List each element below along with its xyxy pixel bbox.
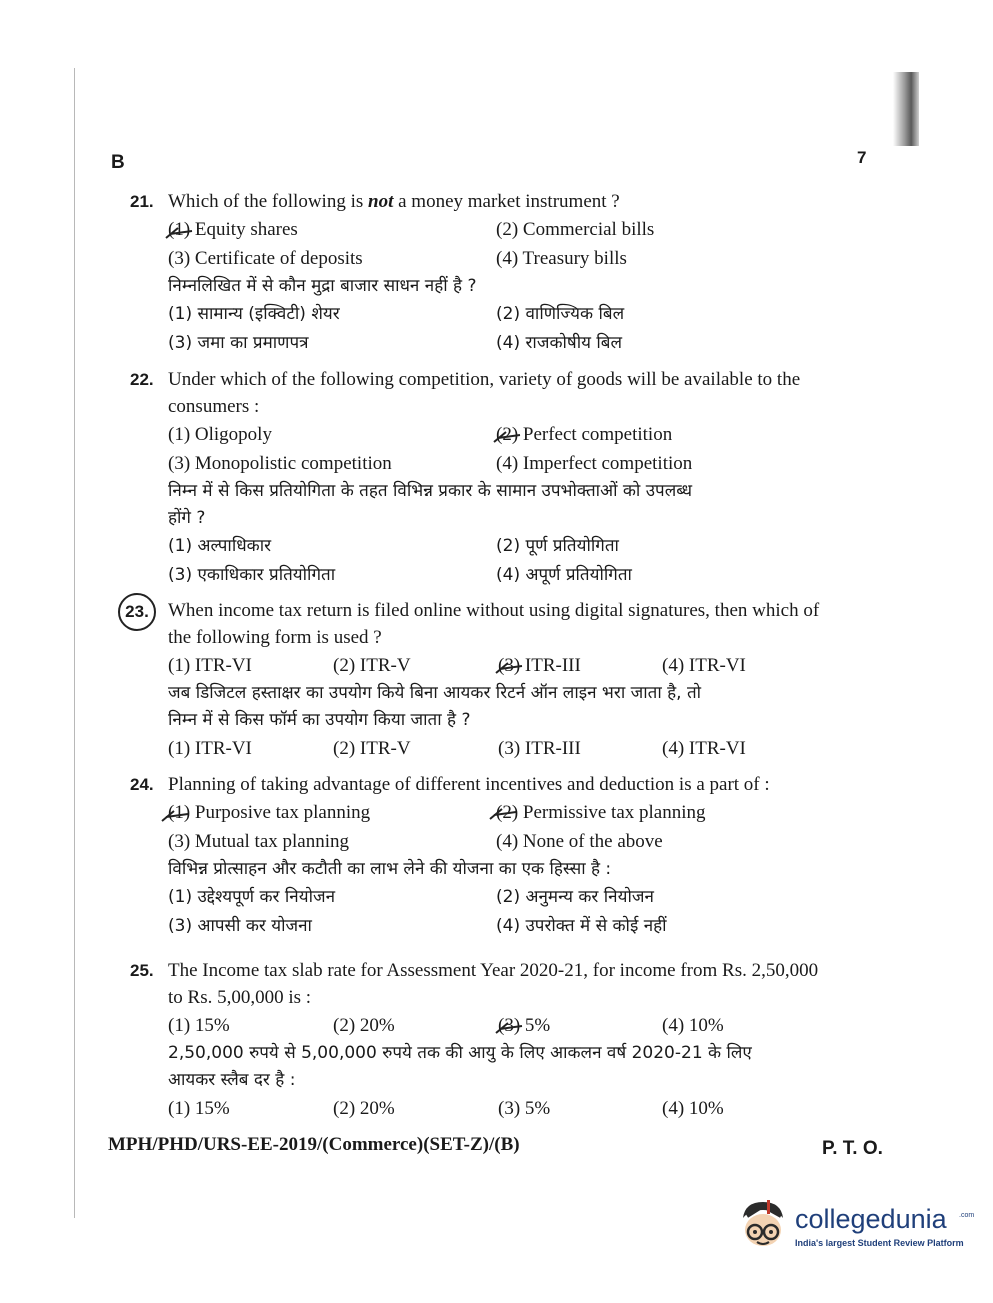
option-en-1: (1) ITR-VI	[168, 655, 252, 676]
option-en-1: (1) Purposive tax planning	[168, 802, 371, 823]
question-number-circled: 23.	[118, 593, 156, 631]
option-en-2: (2) Permissive tax planning	[496, 802, 706, 823]
option-hi-3: (3) एकाधिकार प्रतियोगिता	[168, 565, 336, 585]
option-en-2: (2) Perfect competition	[496, 424, 673, 445]
option-hi-4: (4) अपूर्ण प्रतियोगिता	[496, 565, 632, 585]
option-hi-1: (1) सामान्य (इक्विटी) शेयर	[168, 304, 340, 324]
option-hi-4: (4) राजकोषीय बिल	[496, 333, 623, 353]
option-en-3: (3) Certificate of deposits	[168, 248, 363, 269]
emphasis-not: not	[368, 191, 394, 212]
option-en-4: (4) Treasury bills	[496, 248, 627, 269]
question-number: 21.	[130, 192, 154, 211]
option-hi-2: (2) ITR-V	[333, 738, 411, 759]
option-en-1: (1) 15%	[168, 1015, 230, 1036]
question-text-hi: निम्नलिखित में से कौन मुद्रा बाजार साधन नहीं है ?	[168, 276, 477, 296]
question-23	[100, 597, 880, 763]
question-text-en-line-1: The Income tax slab rate for Assessment Year 2020-21, for income from Rs. 2,50,000	[168, 960, 819, 981]
option-hi-2: (2) 20%	[333, 1098, 395, 1119]
question-text-hi-line-1: निम्न में से किस प्रतियोगिता के तहत विभिन्न प्रकार के सामान उपभोक्ताओं को उपलब्ध	[168, 481, 693, 501]
brand-suffix: .com	[959, 1212, 975, 1219]
option-en-2: (2) ITR-V	[333, 655, 411, 676]
question-text-hi-line-2: होंगे ?	[168, 508, 206, 528]
pto-label: P. T. O.	[822, 1138, 883, 1159]
mascot-icon	[737, 1196, 789, 1254]
question-text-en-line-2: consumers :	[168, 396, 260, 417]
question-text-en-line-1: When income tax return is filed online without using digital signatures, then which of	[168, 600, 820, 621]
question-text-en-line-2: to Rs. 5,00,000 is :	[168, 987, 312, 1008]
option-en-4: (4) ITR-VI	[662, 655, 746, 676]
option-en-3: (3) Mutual tax planning	[168, 831, 349, 852]
option-hi-2: (2) वाणिज्यिक बिल	[496, 304, 625, 324]
option-hi-3: (3) आपसी कर योजना	[168, 916, 312, 936]
set-label: B	[111, 152, 125, 173]
question-text-en-line-1: Under which of the following competition, variety of goods will be available to the	[168, 369, 801, 390]
question-24	[100, 771, 880, 941]
option-hi-3: (3) ITR-III	[498, 738, 581, 759]
option-hi-3: (3) जमा का प्रमाणपत्र	[168, 333, 309, 353]
option-hi-1: (1) ITR-VI	[168, 738, 252, 759]
brand-tagline: India's largest Student Review Platform	[795, 1238, 964, 1248]
option-hi-4: (4) 10%	[662, 1098, 724, 1119]
question-text-en: Planning of taking advantage of different incentives and deduction is a part of :	[168, 774, 770, 795]
option-en-3: (3) Monopolistic competition	[168, 453, 392, 474]
scan-corner-mark	[893, 72, 919, 146]
question-text-hi: विभिन्न प्रोत्साहन और कटौती का लाभ लेने की योजना का एक हिस्सा है :	[168, 859, 612, 879]
option-en-3: (3) ITR-III	[498, 655, 581, 676]
option-en-4: (4) Imperfect competition	[496, 453, 693, 474]
option-en-1: (1) Oligopoly	[168, 424, 272, 445]
question-number: 24.	[130, 775, 154, 794]
option-en-1: (1) Equity shares	[168, 219, 298, 240]
option-hi-1: (1) उद्देश्यपूर्ण कर नियोजन	[168, 887, 336, 907]
collegedunia-watermark	[737, 1196, 975, 1260]
question-number: 22.	[130, 370, 154, 389]
question-text-hi-line-2: निम्न में से किस फॉर्म का उपयोग किया जाता है ?	[168, 710, 471, 730]
page-number: 7	[857, 148, 867, 167]
option-hi-1: (1) 15%	[168, 1098, 230, 1119]
question-number: 25.	[130, 961, 154, 980]
question-21	[100, 188, 880, 358]
question-25	[100, 957, 880, 1123]
question-text-hi-line-1: जब डिजिटल हस्ताक्षर का उपयोग किये बिना आयकर रिटर्न ऑन लाइन भरा जाता है, तो	[168, 683, 702, 703]
option-en-4: (4) None of the above	[496, 831, 663, 852]
question-text-hi-line-1: 2,50,000 रुपये से 5,00,000 रुपये तक की आयु के लिए आकलन वर्ष 2020-21 के लिए	[168, 1043, 752, 1063]
option-en-3: (3) 5%	[498, 1015, 551, 1036]
scan-edge-line	[74, 68, 75, 1218]
option-en-4: (4) 10%	[662, 1015, 724, 1036]
option-en-2: (2) 20%	[333, 1015, 395, 1036]
option-hi-4: (4) उपरोक्त में से कोई नहीं	[496, 916, 667, 936]
option-hi-2: (2) पूर्ण प्रतियोगिता	[496, 536, 619, 556]
option-en-2: (2) Commercial bills	[496, 219, 655, 240]
question-text-hi-line-2: आयकर स्लैब दर है :	[168, 1070, 296, 1090]
question-text-en-line-2: the following form is used ?	[168, 627, 382, 648]
option-hi-4: (4) ITR-VI	[662, 738, 746, 759]
option-hi-2: (2) अनुमन्य कर नियोजन	[496, 887, 654, 907]
question-text-en: Which of the following is not a money market instrument ?	[168, 191, 620, 212]
paper-code: MPH/PHD/URS-EE-2019/(Commerce)(SET-Z)/(B)	[108, 1134, 520, 1155]
option-hi-3: (3) 5%	[498, 1098, 551, 1119]
brand-name: collegedunia	[795, 1204, 947, 1234]
question-22	[100, 366, 880, 590]
option-hi-1: (1) अल्पाधिकार	[168, 536, 272, 556]
